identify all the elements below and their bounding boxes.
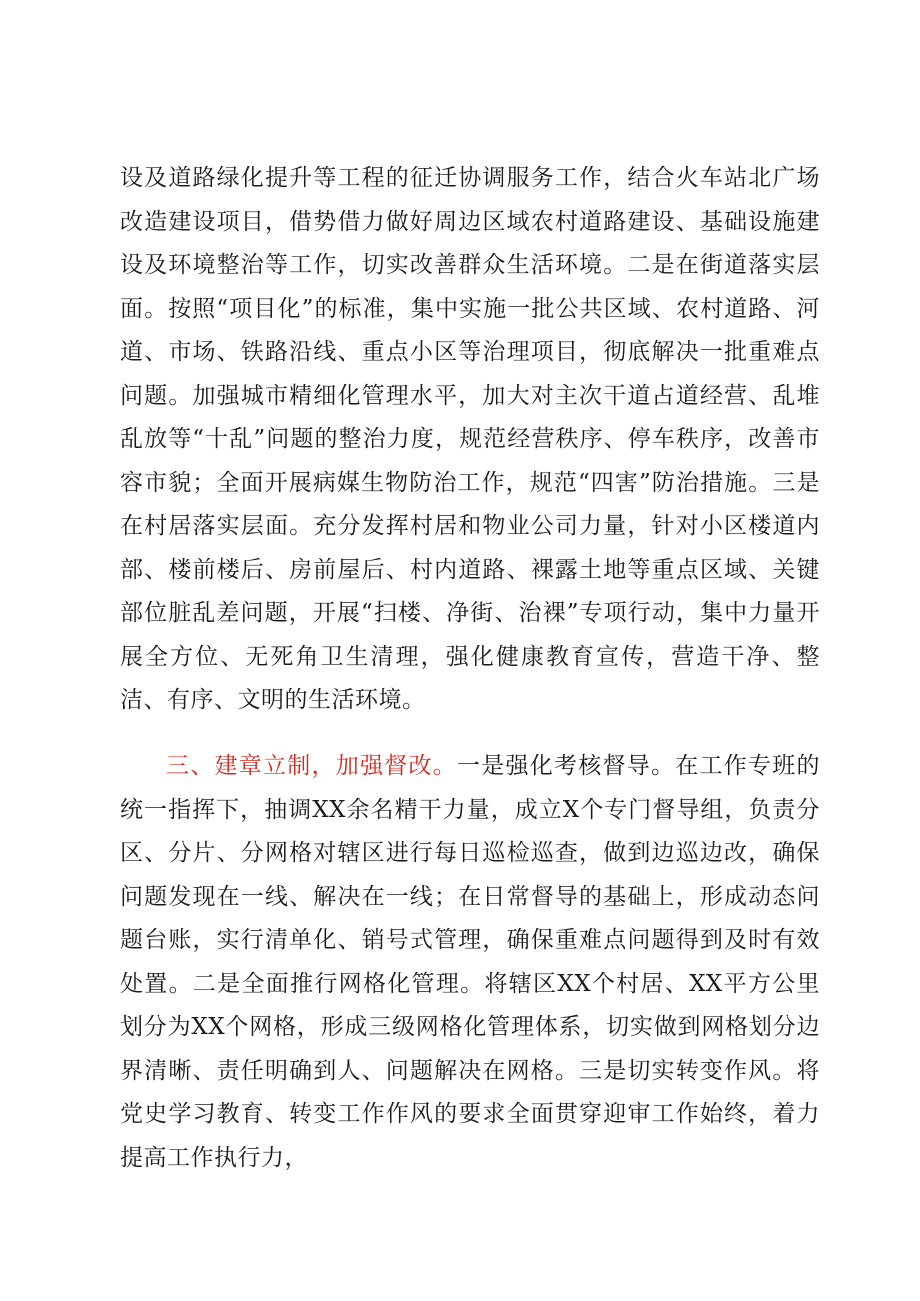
paragraph-section-three <box>120 745 820 1180</box>
section-heading: 三、建章立制，加强督改。 <box>166 753 457 779</box>
section-body: 一是强化考核督导。在工作专班的统一指挥下，抽调XX余名精干力量，成立X个专门督导组，负责分区、分片、分网格对辖区进行每日巡检巡查，做到边巡边改，确保问题发现在一线、解决在一线；在日常督导的基础上，形成动态问题台账，实行清单化、销号式管理，确保重难点问题得到及时有效处置。二是全面推行网格化管理。将辖区XX个村居、XX平方公里划分为XX个网格，形成三级网格化管理体系，切实做到网格划分边界清晰、责任明确到人、问题解决在网格。三是切实转变作风。将党史学习教育、转变工作作风的要求全面贯穿迎审工作始终，着力提高工作执行力， <box>120 753 820 1171</box>
paragraph-continuation: 设及道路绿化提升等工程的征迁协调服务工作，结合火车站北广场改造建设项目，借势借力做好周边区域农村道路建设、基础设施建设及环境整治等工作，切实改善群众生活环境。二是在街道落实层面。按照“项目化”的标准，集中实施一批公共区域、农村道路、河道、市场、铁路沿线、重点小区等治理项目，彻底解决一批重难点问题。加强城市精细化管理水平，加大对主次干道占道经营、乱堆乱放等“十乱”问题的整治力度，规范经营秩序、停车秩序，改善市容市貌；全面开展病媒生物防治工作，规范“四害”防治措施。三是在村居落实层面。充分发挥村居和物业公司力量，针对小区楼道内部、楼前楼后、房前屋后、村内道路、裸露土地等重点区域、关键部位脏乱差问题，开展“扫楼、净街、治裸”专项行动，集中力量开展全方位、无死角卫生清理，强化健康教育宣传，营造干净、整洁、有序、文明的生活环境。 <box>120 165 820 713</box>
